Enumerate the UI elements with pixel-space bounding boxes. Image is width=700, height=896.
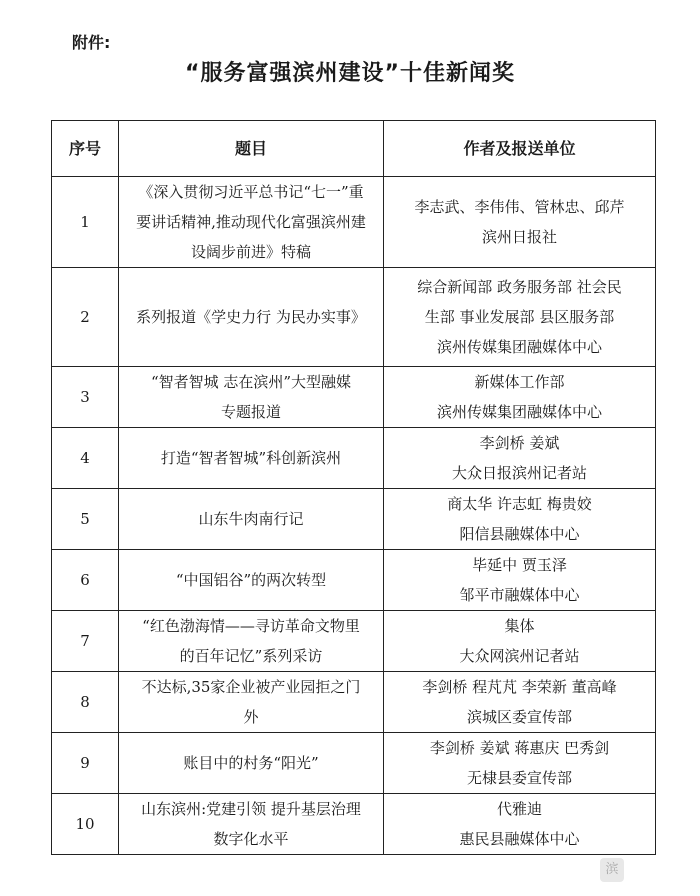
table-row — [52, 550, 656, 611]
table-row — [52, 611, 656, 672]
row-author — [384, 611, 656, 672]
author-line: 滨州传媒集团融媒体中心 — [436, 338, 602, 356]
author-line: 滨州传媒集团融媒体中心 — [436, 403, 602, 421]
row-number: 10 — [52, 794, 119, 855]
table-header-row — [52, 121, 656, 177]
author-line: 滨城区委宣传部 — [466, 708, 572, 726]
header-title: 题目 — [119, 121, 384, 177]
title-line: 外 — [243, 708, 259, 726]
row-author — [384, 428, 656, 489]
author-line: 集体 — [504, 617, 535, 635]
table-row — [52, 428, 656, 489]
attachment-label: 附件: — [72, 33, 111, 52]
row-title — [119, 611, 384, 672]
table-row — [52, 177, 656, 268]
title-line: 设阔步前进》特稿 — [190, 243, 311, 261]
author-line: 阳信县融媒体中心 — [459, 525, 580, 543]
author-line: 李剑桥 姜斌 — [479, 434, 560, 452]
title-line: 《深入贯彻习近平总书记“七一”重 — [138, 183, 364, 201]
row-author — [384, 550, 656, 611]
row-number: 5 — [52, 489, 119, 550]
author-line: 新媒体工作部 — [474, 373, 565, 391]
row-author — [384, 268, 656, 367]
awards-table — [51, 120, 656, 855]
table-body — [52, 177, 656, 855]
row-author — [384, 733, 656, 794]
author-line: 大众网滨州记者站 — [459, 647, 580, 665]
row-title — [119, 489, 384, 550]
page-title: “服务富强滨州建设”十佳新闻奖 — [185, 61, 515, 86]
row-number: 7 — [52, 611, 119, 672]
row-number: 4 — [52, 428, 119, 489]
table-row — [52, 794, 656, 855]
row-number: 2 — [52, 268, 119, 367]
author-line: 李剑桥 程芃芃 李荣新 董高峰 — [422, 678, 617, 696]
author-line: 滨州日报社 — [481, 228, 557, 246]
row-number: 6 — [52, 550, 119, 611]
title-line: 账目中的村务“阳光” — [183, 754, 319, 772]
row-number: 3 — [52, 367, 119, 428]
title-line: 山东滨州:党建引领 提升基层治理 — [141, 800, 361, 818]
title-line: 的百年记忆”系列采访 — [179, 647, 323, 665]
row-title — [119, 794, 384, 855]
author-line: 李志武、李伟伟、管林忠、邱芹 — [414, 198, 625, 216]
title-line: “智者智城 志在滨州”大型融媒 — [150, 373, 352, 391]
author-line: 大众日报滨州记者站 — [451, 464, 587, 482]
title-line: 数字化水平 — [213, 830, 289, 848]
row-author — [384, 489, 656, 550]
title-line: 系列报道《学史力行 为民办实事》 — [136, 308, 366, 326]
table-row — [52, 672, 656, 733]
row-number: 9 — [52, 733, 119, 794]
title-line: “中国铝谷”的两次转型 — [175, 571, 327, 589]
row-title — [119, 177, 384, 268]
table-row — [52, 489, 656, 550]
author-line: 李剑桥 姜斌 蒋惠庆 巴秀剑 — [429, 739, 610, 757]
author-line: 综合新闻部 政务服务部 社会民 — [417, 278, 622, 296]
title-line: 不达标,35家企业被产业园拒之门 — [141, 678, 361, 696]
author-line: 惠民县融媒体中心 — [459, 830, 580, 848]
author-line: 毕延中 贾玉泽 — [472, 556, 567, 574]
table-row — [52, 733, 656, 794]
author-line: 生部 事业发展部 县区服务部 — [424, 308, 615, 326]
title-line: 要讲话精神,推动现代化富强滨州建 — [136, 213, 366, 231]
author-line: 代雅迪 — [496, 800, 542, 818]
title-line: 山东牛肉南行记 — [198, 510, 304, 528]
row-author — [384, 367, 656, 428]
author-line: 无棣县委宣传部 — [466, 769, 572, 787]
title-line: 专题报道 — [220, 403, 281, 421]
table-row — [52, 367, 656, 428]
row-title — [119, 672, 384, 733]
author-line: 商太华 许志虹 梅贵姣 — [447, 495, 592, 513]
author-line: 邹平市融媒体中心 — [459, 586, 580, 604]
row-title — [119, 268, 384, 367]
row-author — [384, 177, 656, 268]
row-author — [384, 672, 656, 733]
title-line: “红色渤海情——寻访革命文物里 — [142, 617, 360, 635]
row-number: 1 — [52, 177, 119, 268]
row-title — [119, 428, 384, 489]
header-author: 作者及报送单位 — [384, 121, 656, 177]
header-number: 序号 — [52, 121, 119, 177]
watermark-icon: 滨 — [600, 858, 624, 882]
title-line: 打造“智者智城”科创新滨州 — [160, 449, 342, 467]
table-row — [52, 268, 656, 367]
row-number: 8 — [52, 672, 119, 733]
row-author — [384, 794, 656, 855]
row-title — [119, 733, 384, 794]
row-title — [119, 550, 384, 611]
row-title — [119, 367, 384, 428]
